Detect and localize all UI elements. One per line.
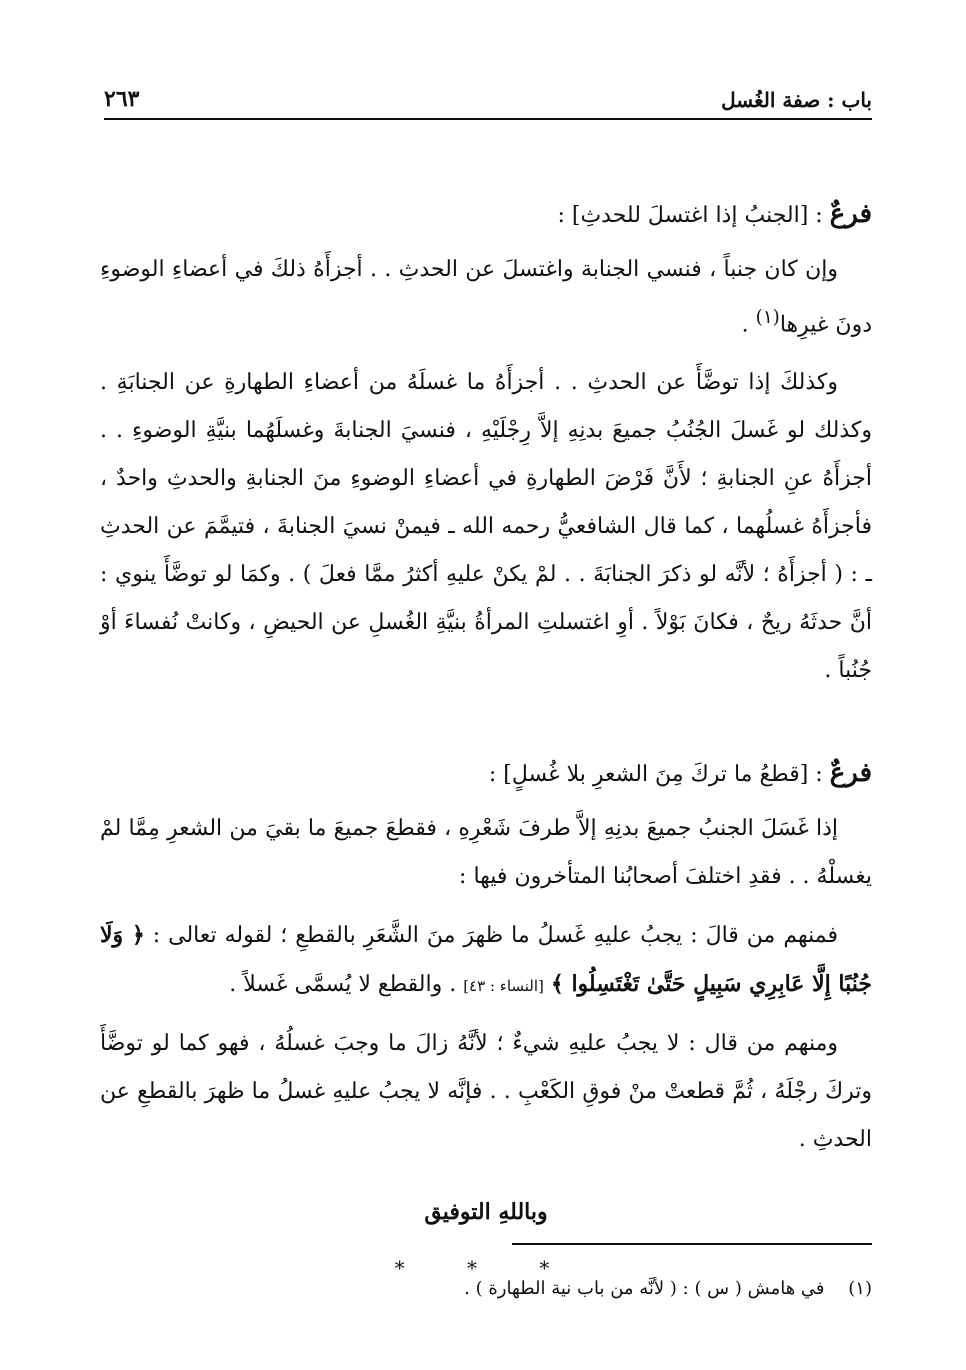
section-heading-2 xyxy=(100,749,872,799)
footnote-rule xyxy=(512,1243,872,1245)
footnote-marker: (١) xyxy=(755,307,780,328)
quran-verse: ﴿ وَلَا جُنُبًا إِلَّا عَابِرِي سَبِيلٍ حَتَّىٰ تَغْتَسِلُوا ﴾ xyxy=(100,922,872,998)
paragraph xyxy=(100,911,872,1010)
footnote xyxy=(100,1278,872,1299)
section-label-1: فرعٌ xyxy=(829,199,872,229)
section-gap xyxy=(100,705,872,749)
footnote-number: (١) xyxy=(848,1278,872,1299)
section-title-1: : [الجنبُ إذا اغتسلَ للحدثِ] : xyxy=(557,203,830,228)
paragraph: ومنهم من قال : لا يجبُ عليهِ شيءٌ ؛ لأنَّهُ زالَ ما وجبَ غسلُهُ ، فهو كما لو توضَّأَ وتركَ رجْلَهُ ، ثُمَّ قطعتْ منْ فوقِ الكَعْبِ . . فإنَّه لا يجبُ عليهِ غسلُ ما ظهرَ بالقطعِ عن الحدثِ . xyxy=(100,1031,872,1153)
paragraph-text: وإن كان جنباً ، فنسي الجنابة واغتسلَ عن الحدثِ . . أجزأَهُ ذلكَ في أعضاءِ الوضوءِ دونَ غيرِها xyxy=(100,257,872,338)
paragraph-text: فمنهم من قالَ : يجبُ عليهِ غَسلُ ما ظهرَ منَ الشَّعَرِ بالقطعِ ؛ لقوله تعالى : xyxy=(144,923,838,949)
section-label-2: فرعٌ xyxy=(829,758,872,789)
section-title-2: : [قطعُ ما تركَ مِنَ الشعرِ بلا غُسلٍ] : xyxy=(488,762,830,788)
footnote-text: في هامش ( س ) : ( لأنَّه من باب نية الطهارة ) . xyxy=(464,1278,825,1299)
paragraph: وكذلكَ إذا توضَّأَ عن الحدثِ . . أجزأَهُ ما غسلَهُ من أعضاءِ الطهارةِ عن الجنابَةِ . وكذلك لو غَسلَ الجُنُبُ جميعَ بدنِهِ إلاَّ رِجْلَيْهِ ، فنسيَ الجنابةَ وغسلَهُما بنيَّةِ الوضوءِ . . أجزأَهُ عنِ الجنابةِ ؛ لأَنَّ فَرْضَ الطهارةِ في أعضاءِ الوضوءِ منَ الجنابةِ والحدثِ واحدٌ ، فأجزأَهُ غسلُهما ، كما قال الشافعيُّ رحمه الله ـ فيمنْ نسيَ الجنابةَ ، فتيمَّمَ عن الحدثِ ـ : ( أجزأَهُ ؛ لأنَّه لو ذكرَ الجنابَةَ . . لمْ يكنْ عليهِ أكثرُ ممَّا فعلَ ) . وكمَا لو توضَّأَ ينوي : أنَّ حدثَهُ ريحٌ ، فكانَ بَوْلاً . أوِ اغتسلتِ المرأةُ بنيَّةِ الغُسلِ عن الحيضِ ، وكانتْ نُفساءَ أوْ جُنُباً . xyxy=(100,370,872,684)
paragraph-end: . والقطع لا يُسمَّى غَسلاً . xyxy=(229,972,464,998)
section-heading-1 xyxy=(100,190,872,240)
page-header xyxy=(104,84,872,120)
paragraph-end: . xyxy=(741,312,756,338)
paragraph xyxy=(100,246,872,349)
closing-phrase: وباللهِ التوفيق xyxy=(424,1199,548,1226)
paragraph: إذا غَسَلَ الجنبُ جميعَ بدنِهِ إلاَّ طرفَ شَعْرِهِ ، فقطعَ جميعَ ما بقيَ من الشعرِ مِمَّا لمْ يغسلْهُ . . فقدِ اختلفَ أصحابُنا المتأخرون فيها : xyxy=(100,816,872,890)
chapter-title: باب : صفة الغُسل xyxy=(721,88,872,112)
main-content xyxy=(100,190,872,1292)
quran-reference: [النساء : ٤٣] xyxy=(463,977,544,996)
page-number: ٢٦٣ xyxy=(104,86,140,112)
section-divider-stars: * * * xyxy=(394,1256,578,1281)
